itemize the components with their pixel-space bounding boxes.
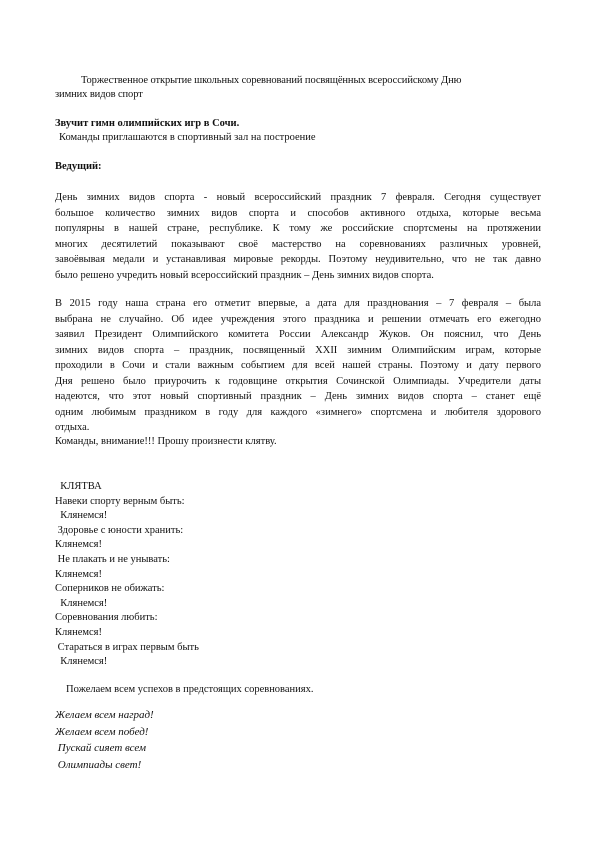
- paragraph-line: популярны в нашей стране, республике. К тому же российские спортсмены на протяжении: [55, 223, 541, 234]
- oath-response: Клянемся!: [55, 626, 102, 638]
- paragraph-1: [55, 190, 541, 283]
- paragraph-line: зимних видов спорта – праздник, посвященный XXII зимним Олимпийским играм, которые: [55, 344, 541, 356]
- oath-block: [55, 480, 199, 670]
- lineup-line: Команды приглашаются в спортивный зал на построение: [59, 132, 316, 143]
- oath-line: Стараться в играх первым быть: [55, 641, 199, 653]
- verse-line: Пускай сияет всем: [55, 742, 147, 754]
- paragraph-line: большое количество зимних видов спорта и способов активного отдыха, которые весьма: [55, 207, 541, 219]
- paragraph-line: одним любимым праздником в году для каждого «зимнего» спортсмена и любителя здорового: [55, 406, 541, 418]
- paragraph-line: многих десятилетий показывают своё мастерство на соревнованиях различных уровней,: [55, 238, 541, 250]
- oath-line: Навеки спорту верным быть:: [55, 495, 185, 507]
- oath-response: Клянемся!: [55, 510, 108, 522]
- title-line: зимних видов спорт: [55, 89, 143, 100]
- attention-line: Команды, внимание!!! Прошу произнести клятву.: [55, 436, 277, 447]
- anthem-line: Звучит гимн олимпийских игр в Сочи.: [55, 118, 240, 129]
- paragraph-line: проходили в Сочи и стали важным событием для всей нашей страны. Поэтому и дату первого: [55, 360, 541, 371]
- oath-line: Соревнования любить:: [55, 612, 158, 624]
- oath-heading: КЛЯТВА: [55, 481, 102, 492]
- paragraph-line: надеются, что этот новый спортивный праздник – День зимних видов спорта – станет ещё: [55, 391, 541, 402]
- paragraph-line: Дня решено было приурочить к годовщине открытия Сочинской Олимпиады. Учредители даты: [55, 375, 541, 387]
- paragraph-line: выбрана не случайно. Об идее учреждения этого праздника и решении отмечать его ежегодно: [55, 313, 541, 325]
- oath-response: Клянемся!: [55, 656, 108, 668]
- oath-response: Клянемся!: [55, 568, 102, 580]
- anthem-announcement: [55, 117, 535, 145]
- oath-response: Клянемся!: [55, 597, 108, 609]
- oath-response: Клянемся!: [55, 539, 102, 551]
- oath-line: Здоровье с юности хранить:: [55, 524, 184, 536]
- paragraph-2: [55, 296, 541, 436]
- title-line: Торжественное открытие школьных соревнований посвящённых всероссийскому Дню: [81, 75, 462, 86]
- host-label: Ведущий:: [55, 161, 102, 172]
- paragraph-line: было решено учредить новый всероссийский праздник – День зимних видов спорта.: [55, 269, 434, 281]
- paragraph-line: День зимних видов спорта - новый всероссийский праздник 7 февраля. Сегодня существует: [55, 192, 541, 203]
- paragraph-line: В 2015 году наша страна его отметит впервые, а дата для празднования – 7 февраля – была: [55, 298, 541, 309]
- paragraph-line: отдыха.: [55, 422, 90, 433]
- oath-line: Соперников не обижать:: [55, 583, 165, 595]
- document-title: [55, 74, 530, 102]
- verse-line: Желаем всем наград!: [55, 709, 154, 721]
- wish-line: Пожелаем всем успехов в предстоящих соревнованиях.: [66, 684, 314, 695]
- closing-verse: [55, 707, 154, 773]
- paragraph-line: заявил Президент Олимпийского комитета России Александр Жуков. Он пояснил, что День: [55, 329, 541, 340]
- verse-line: Олимпиады свет!: [55, 758, 142, 771]
- paragraph-line: завоёвывая медали и устанавливая мировые рекорды. Поэтому неудивительно, что не так давно: [55, 254, 541, 265]
- oath-line: Не плакать и не унывать:: [55, 553, 170, 565]
- verse-line: Желаем всем побед!: [55, 725, 149, 738]
